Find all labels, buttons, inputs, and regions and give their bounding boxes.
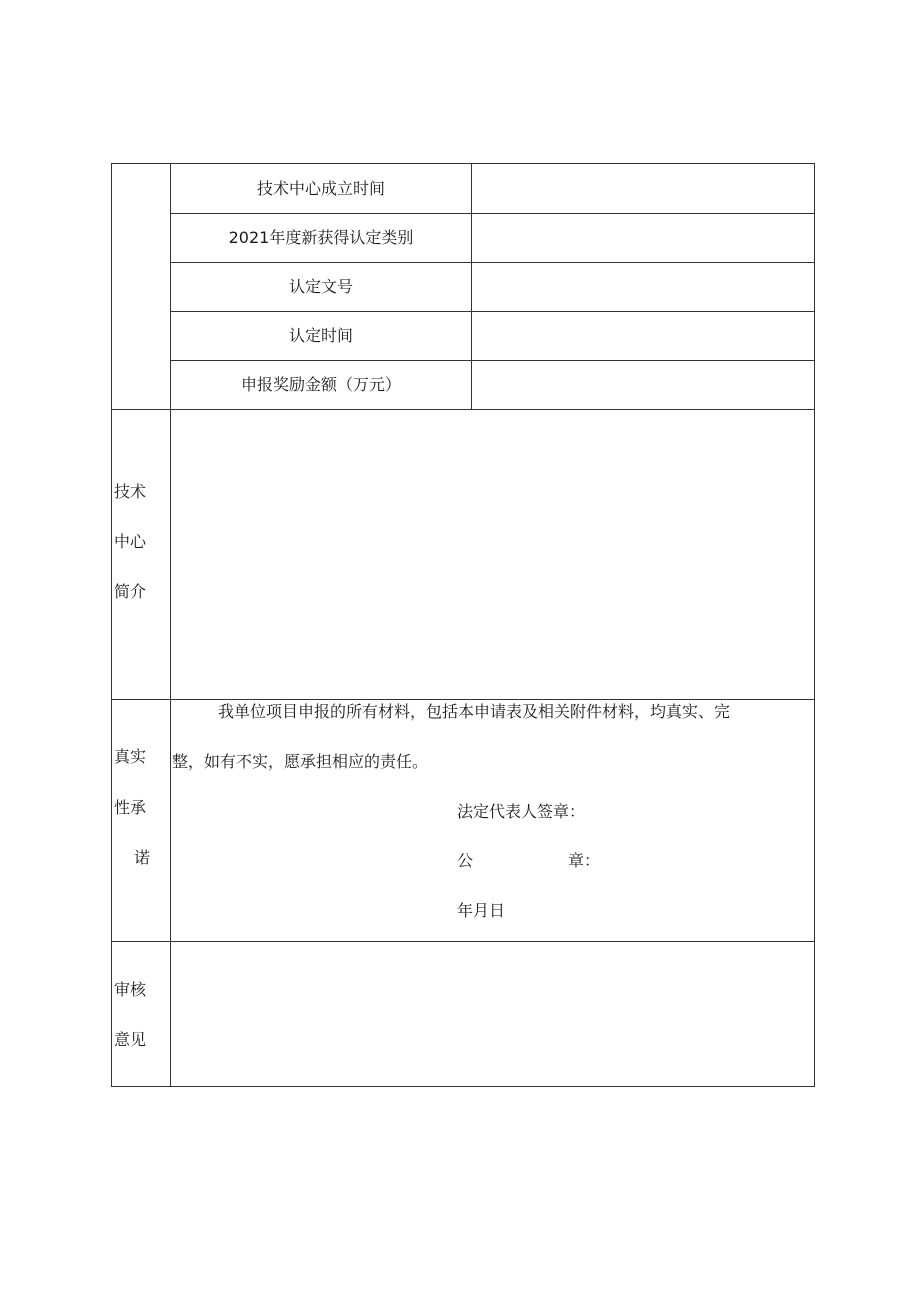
- label-column-divider: [170, 164, 171, 1087]
- section-divider-intro: [112, 409, 815, 410]
- review-label-line-1: 审核: [114, 980, 147, 999]
- official-seal-label-left: 公: [457, 851, 474, 870]
- value-established-time[interactable]: [484, 181, 804, 199]
- commitment-label-line-1: 真实: [114, 747, 147, 766]
- review-content[interactable]: [182, 954, 802, 1074]
- date-label: 年月日: [457, 901, 506, 920]
- value-certification-category[interactable]: [484, 230, 804, 248]
- row-divider-1: [170, 213, 815, 214]
- official-seal-label-right: 章：: [568, 851, 601, 870]
- intro-content[interactable]: [182, 424, 802, 684]
- intro-label-line-3: 简介: [114, 582, 147, 601]
- value-column-divider: [471, 164, 472, 409]
- commitment-label-line-2: 性承: [114, 798, 147, 817]
- row-label-established-time: 技术中心成立时间: [256, 179, 385, 198]
- commitment-label-line-3: 诺: [134, 848, 151, 867]
- review-label-line-2: 意见: [114, 1030, 147, 1049]
- value-reward-amount[interactable]: [484, 377, 804, 395]
- application-form-table: [111, 163, 815, 1087]
- legal-representative-signature-label: 法定代表人签章：: [457, 802, 586, 821]
- row-divider-4: [170, 360, 815, 361]
- commitment-paragraph-line-2: 整，如有不实，愿承担相应的责任。: [172, 752, 429, 771]
- row-label-reward-amount: 申报奖励金额（万元）: [240, 375, 401, 394]
- row-divider-3: [170, 311, 815, 312]
- row-label-certification-time: 认定时间: [288, 326, 353, 345]
- value-certification-time[interactable]: [484, 328, 804, 346]
- section-divider-commitment: [112, 699, 815, 700]
- intro-label-line-1: 技术: [114, 482, 147, 501]
- row-label-certification-number: 认定文号: [288, 277, 353, 296]
- intro-label-line-2: 中心: [114, 532, 147, 551]
- commitment-paragraph-line-1: 我单位项目申报的所有材料，包括本申请表及相关附件材料，均真实、完: [218, 702, 731, 721]
- value-certification-number[interactable]: [484, 279, 804, 297]
- section-divider-review: [112, 941, 815, 942]
- row-divider-2: [170, 262, 815, 263]
- row-label-certification-category: 2021年度新获得认定类别: [228, 228, 414, 247]
